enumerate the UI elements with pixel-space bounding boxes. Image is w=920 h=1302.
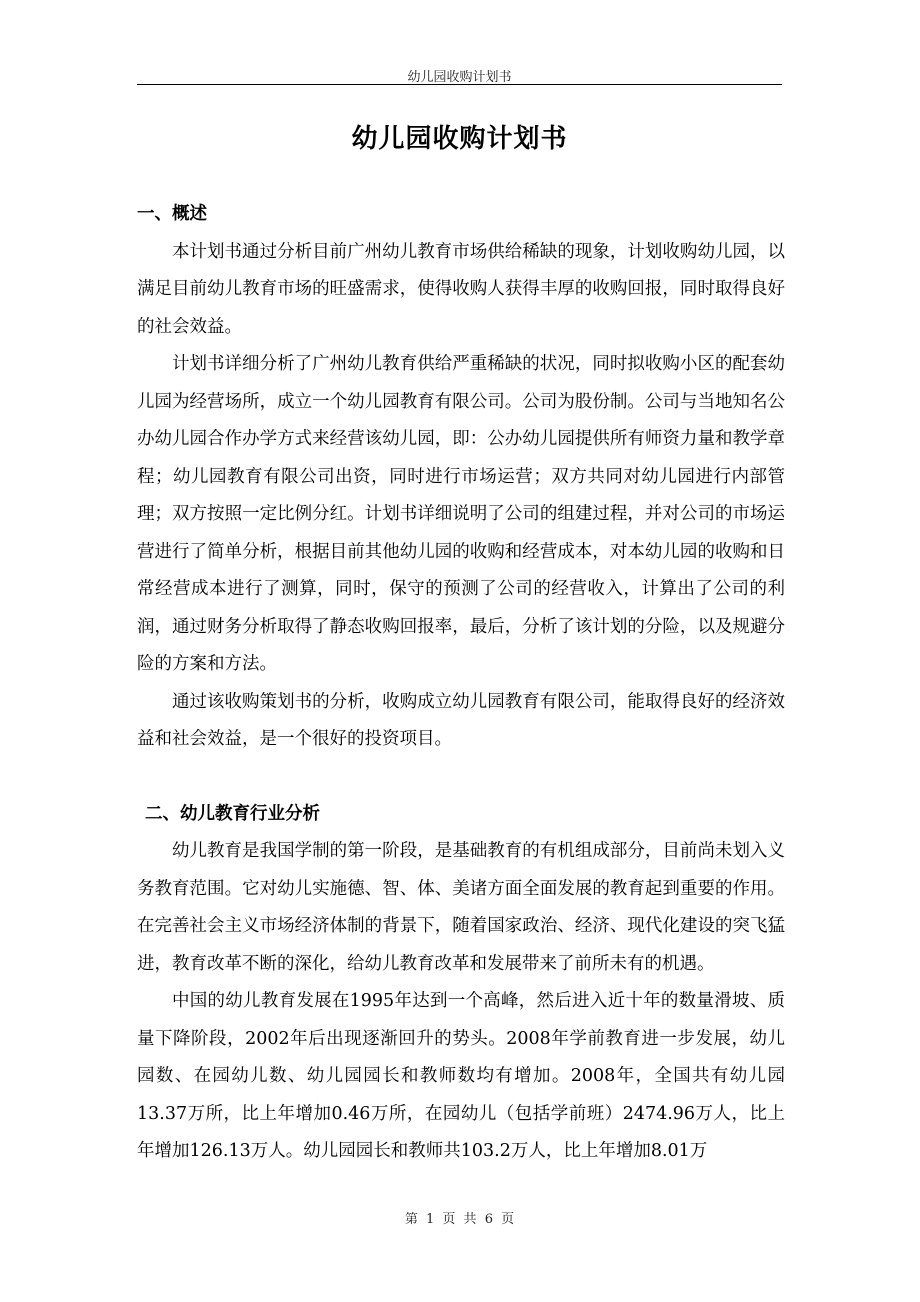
paragraph: 本计划书通过分析目前广州幼儿教育市场供给稀缺的现象，计划收购幼儿园，以满足目前幼儿教育市场的旺盛需求，使得收购人获得丰厚的收购回报，同时取得良好的社会效益。	[137, 241, 785, 337]
header-divider	[137, 84, 782, 85]
section-heading: 二、幼儿教育行业分析	[145, 803, 320, 824]
paragraph: 计划书详细分析了广州幼儿教育供给严重稀缺的状况，同时拟收购小区的配套幼儿园为经营场所，成立一个幼儿园教育有限公司。公司为股份制。公司与当地知名公办幼儿园合作办学方式来经营该幼儿园，即：公办幼儿园提供所有师资力量和教学章程；幼儿园教育有限公司出资，同时进行市场运营；双方共同对幼儿园进行内部管理；双方按照一定比例分红。计划书详细说明了公司的组建过程，并对公司的市场运营进行了简单分析，根据目前其他幼儿园的收购和经营成本，对本幼儿园的收购和日常经营成本进行了测算，同时，保守的预测了公司的经营收入，计算出了公司的利润，通过财务分析取得了静态收购回报率，最后，分析了该计划的分险，以及规避分险的方案和方法。	[137, 354, 785, 674]
page-number: 第 1 页 共 6 页	[404, 1212, 515, 1227]
paragraph: 通过该收购策划书的分析，收购成立幼儿园教育有限公司，能取得良好的经济效益和社会效益，是一个很好的投资项目。	[137, 691, 785, 749]
document-title: 幼儿园收购计划书	[351, 124, 568, 154]
document-body	[137, 196, 785, 1171]
running-header: 幼儿园收购计划书	[407, 70, 512, 85]
section-heading: 一、概述	[137, 204, 207, 224]
section-industry-analysis	[137, 796, 785, 1171]
paragraph: 幼儿教育是我国学制的第一阶段，是基础教育的有机组成部分，目前尚未划入义务教育范围。它对幼儿实施德、智、体、美诸方面全面发展的教育起到重要的作用。在完善社会主义市场经济体制的背景下，随着国家政治、经济、现代化建设的突飞猛进，教育改革不断的深化，给幼儿教育改革和发展带来了前所未有的机遇。	[137, 841, 785, 974]
section-overview	[137, 196, 785, 759]
paragraph: 中国的幼儿教育发展在1995年达到一个高峰，然后进入近十年的数量滑坡、质量下降阶段，2002年后出现逐渐回升的势头。2008年学前教育进一步发展，幼儿园数、在园幼儿数、幼儿园园长和教师数均有增加。2008年，全国共有幼儿园13.37万所，比上年增加0.46万所，在园幼儿（包括学前班）2474.96万人，比上年增加126.13万人。幼儿园园长和教师共103.2万人，比上年增加8.01万	[137, 991, 785, 1161]
